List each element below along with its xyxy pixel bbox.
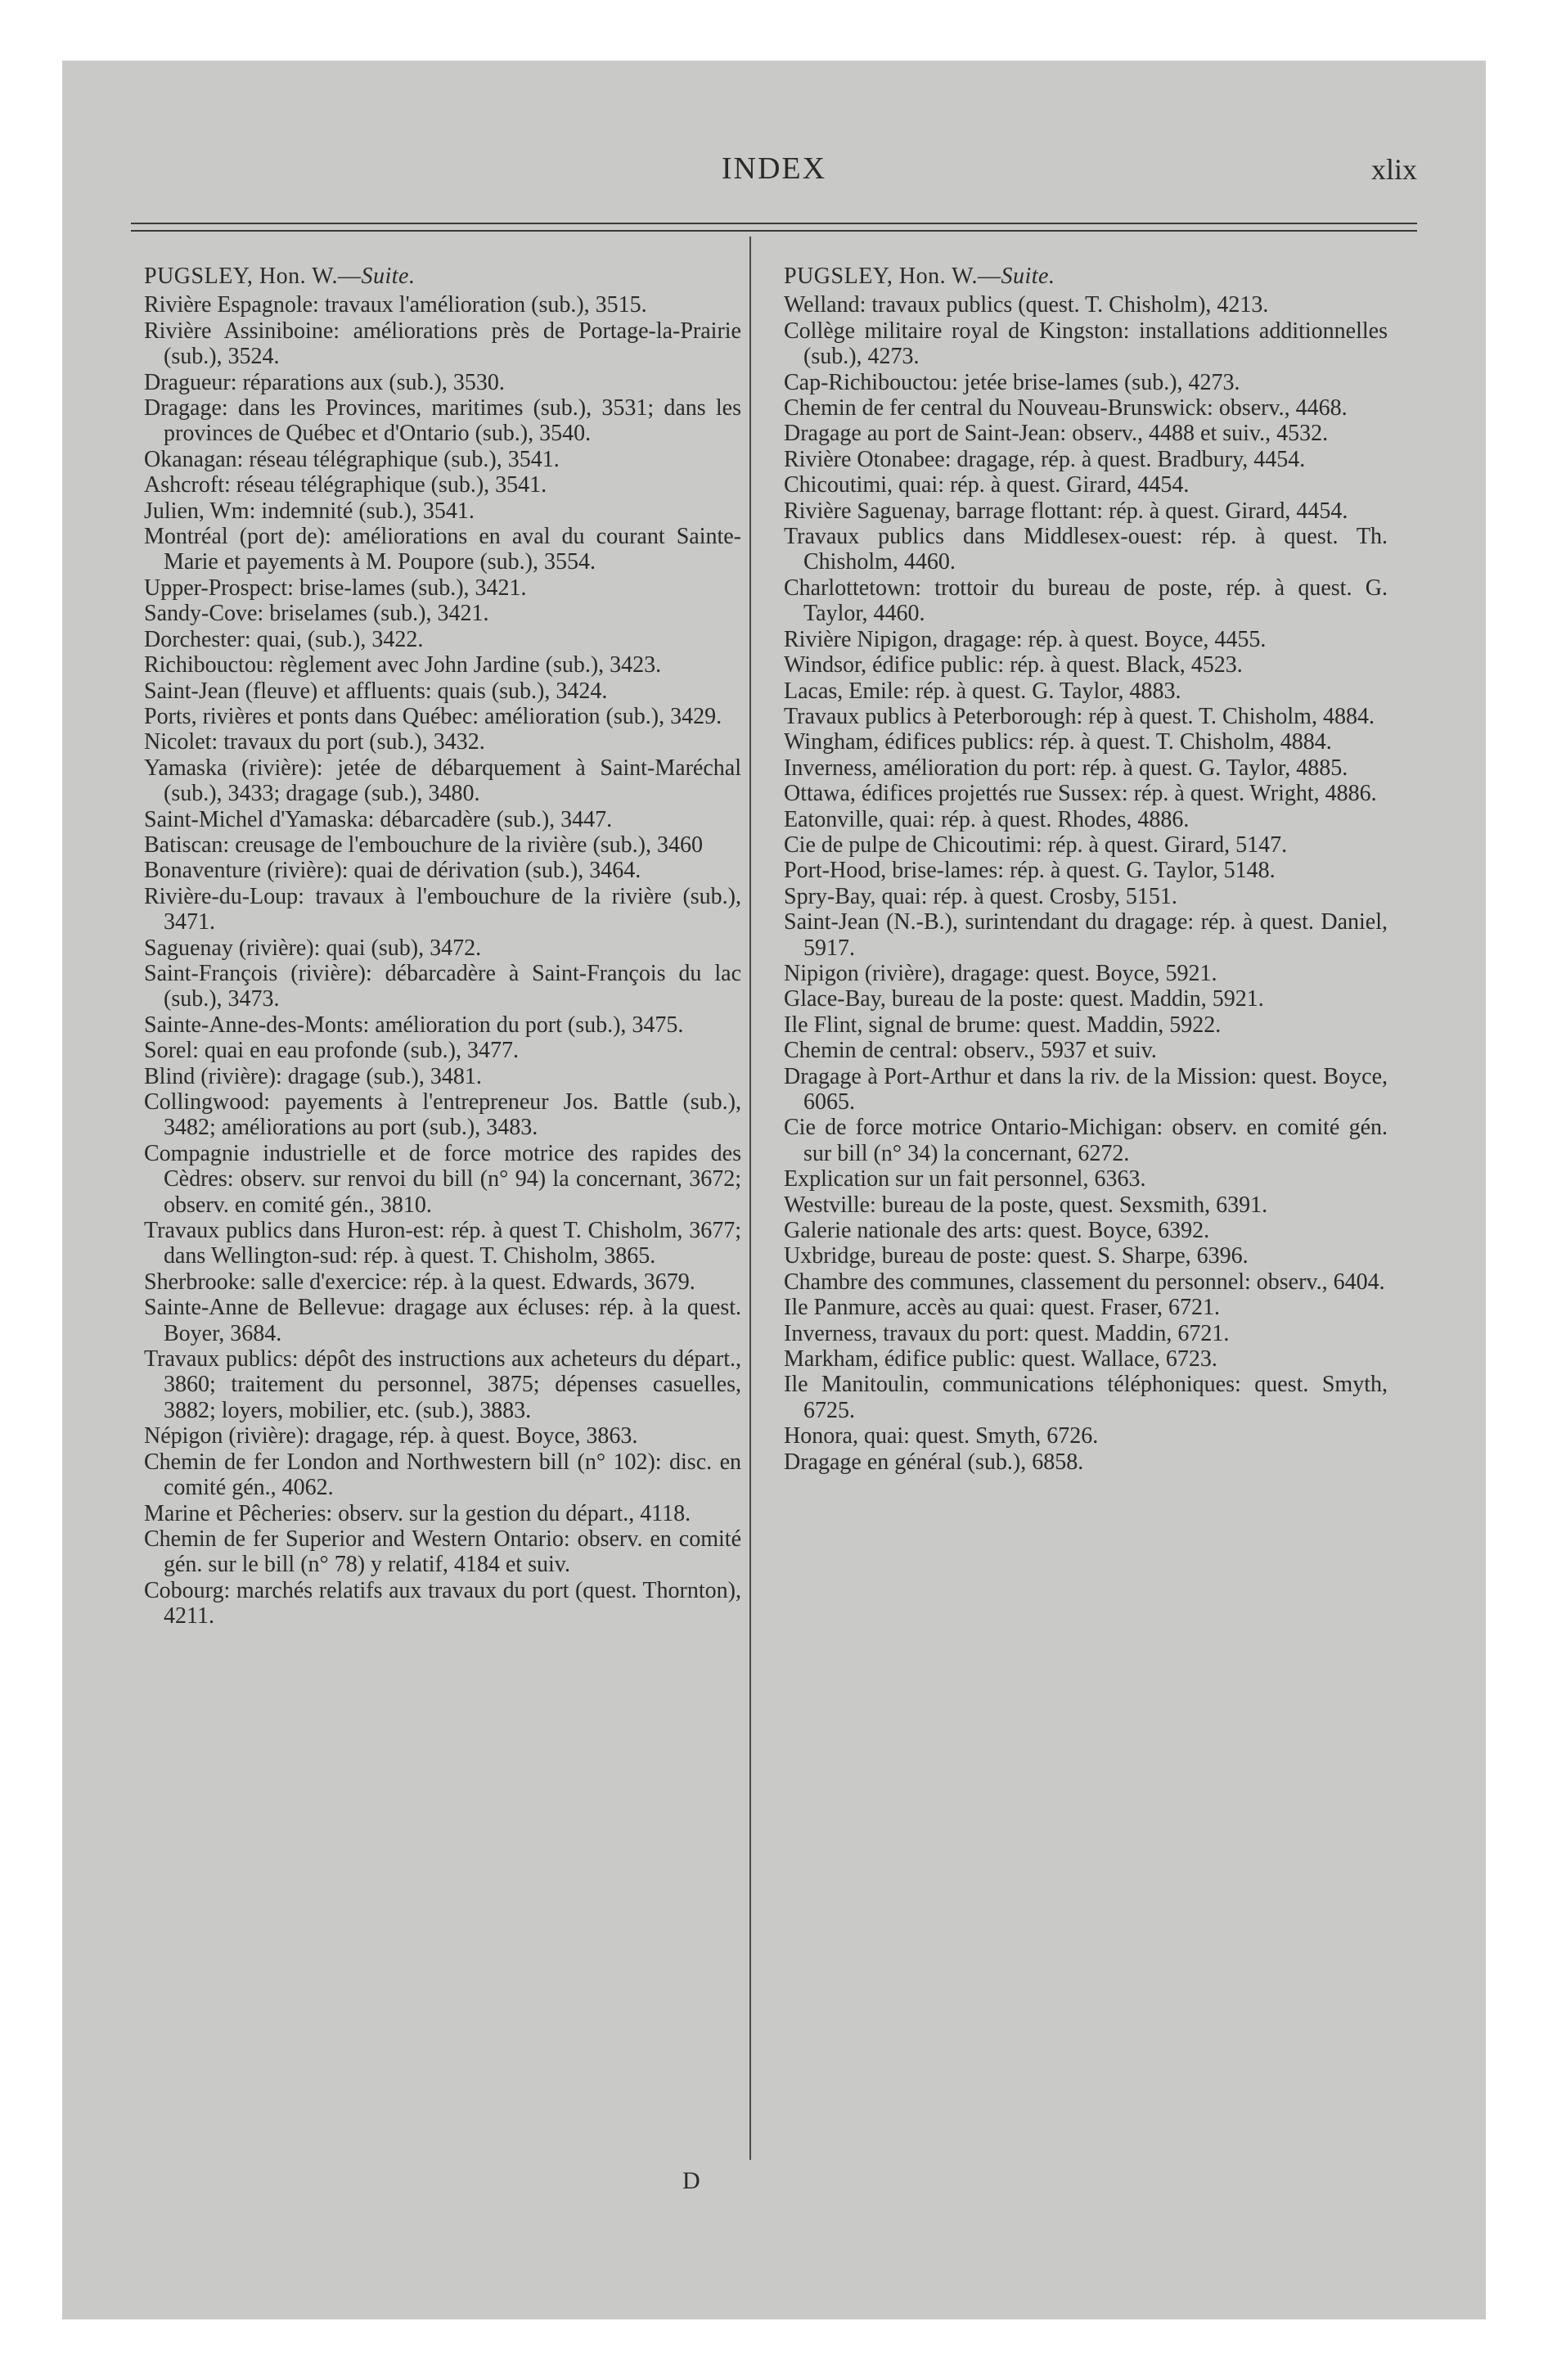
- index-entry: Explication sur un fait personnel, 6363.: [784, 1166, 1146, 1192]
- index-entry: Saint-Michel d'Yamaska: débarcadère (sub.), 3447.: [144, 806, 613, 832]
- index-entry: Cap-Richibouctou: jetée brise-lames (sub.), 4273.: [784, 369, 1240, 395]
- header-rule-top: [131, 223, 1417, 224]
- index-entry: Collège militaire royal de Kingston: installations additionnelles (sub.), 4273.: [784, 318, 1388, 370]
- page-header: [62, 151, 1486, 200]
- index-entry: Dorchester: quai, (sub.), 3422.: [144, 626, 424, 652]
- index-entry: Ottawa, édifices projettés rue Sussex: rép. à quest. Wright, 4886.: [784, 781, 1377, 807]
- index-entry: Travaux publics à Peterborough: rép à quest. T. Chisholm, 4884.: [784, 703, 1375, 729]
- index-entry: Okanagan: réseau télégraphique (sub.), 3541.: [144, 446, 560, 472]
- index-entry: Sainte-Anne de Bellevue: dragage aux écluses: rép. à la quest. Boyer, 3684.: [144, 1295, 741, 1346]
- index-entry: Nipigon (rivière), dragage: quest. Boyce, 5921.: [784, 960, 1217, 986]
- index-entry: Rivière Assiniboine: améliorations près de Portage-la-Prairie (sub.), 3524.: [144, 318, 741, 370]
- index-entry: Travaux publics: dépôt des instructions aux acheteurs du départ., 3860; traitement du personnel, 3875; dépenses casuelles, 3882; loyers, mobilier, etc. (sub.), 3883.: [144, 1346, 741, 1423]
- index-entry: Sainte-Anne-des-Monts: amélioration du port (sub.), 3475.: [144, 1012, 684, 1038]
- index-entry: Chicoutimi, quai: rép. à quest. Girard, 4454.: [784, 472, 1190, 498]
- index-entry: Inverness, travaux du port: quest. Maddin, 6721.: [784, 1320, 1230, 1346]
- index-entry: Ashcroft: réseau télégraphique (sub.), 3541.: [144, 472, 547, 498]
- index-entry: Sherbrooke: salle d'exercice: rép. à la quest. Edwards, 3679.: [144, 1269, 695, 1295]
- index-entry: Port-Hood, brise-lames: rép. à quest. G. Taylor, 5148.: [784, 858, 1276, 884]
- index-entry: Richibouctou: règlement avec John Jardine (sub.), 3423.: [144, 652, 662, 678]
- index-entry: Népigon (rivière): dragage, rép. à quest. Boyce, 3863.: [144, 1423, 638, 1449]
- index-entry: Ile Manitoulin, communications téléphoniques: quest. Smyth, 6725.: [784, 1372, 1388, 1423]
- index-entry: Rivière Espagnole: travaux l'amélioration (sub.), 3515.: [144, 292, 647, 318]
- index-entry: Dragage à Port-Arthur et dans la riv. de la Mission: quest. Boyce, 6065.: [784, 1063, 1388, 1115]
- index-entry: Chemin de central: observ., 5937 et suiv.: [784, 1038, 1157, 1064]
- index-entry: Travaux publics dans Middlesex-ouest: rép. à quest. Th. Chisholm, 4460.: [784, 524, 1388, 575]
- index-entry: Cie de force motrice Ontario-Michigan: observ. en comité gén. sur bill (n° 34) la concernant, 6272.: [784, 1115, 1388, 1166]
- index-entry: Ile Flint, signal de brume: quest. Maddin, 5922.: [784, 1012, 1222, 1038]
- left-column: [144, 264, 741, 1629]
- index-entry: Batiscan: creusage de l'embouchure de la rivière (sub.), 3460: [144, 832, 704, 858]
- index-entry: Cie de pulpe de Chicoutimi: rép. à quest. Girard, 5147.: [784, 832, 1288, 858]
- index-entry: Marine et Pêcheries: observ. sur la gestion du départ., 4118.: [144, 1500, 691, 1526]
- index-entry: Westville: bureau de la poste, quest. Sexsmith, 6391.: [784, 1192, 1268, 1218]
- index-entry: Windsor, édifice public: rép. à quest. Black, 4523.: [784, 652, 1243, 678]
- index-entry: Saint-Jean (fleuve) et affluents: quais (sub.), 3424.: [144, 678, 608, 704]
- column-heading: PUGSLEY, Hon. W.—Suite.: [784, 264, 1055, 289]
- index-entry: Sorel: quai en eau profonde (sub.), 3477.: [144, 1038, 519, 1064]
- index-entry: Honora, quai: quest. Smyth, 6726.: [784, 1423, 1099, 1449]
- index-entry: Rivière-du-Loup: travaux à l'embouchure de la rivière (sub.), 3471.: [144, 883, 741, 935]
- index-entry: Blind (rivière): dragage (sub.), 3481.: [144, 1063, 482, 1089]
- index-entry: Dragueur: réparations aux (sub.), 3530.: [144, 369, 505, 395]
- index-entry: Chambre des communes, classement du personnel: observ., 6404.: [784, 1269, 1385, 1295]
- index-entry: Saint-Jean (N.-B.), surintendant du dragage: rép. à quest. Daniel, 5917.: [784, 909, 1388, 961]
- scanned-page: [62, 61, 1486, 2319]
- index-entry: Ile Panmure, accès au quai: quest. Fraser, 6721.: [784, 1295, 1221, 1321]
- page-title: INDEX: [721, 151, 827, 186]
- column-heading: PUGSLEY, Hon. W.—Suite.: [144, 264, 416, 289]
- index-entry: Rivière Saguenay, barrage flottant: rép. à quest. Girard, 4454.: [784, 498, 1348, 524]
- index-entry: Dragage au port de Saint-Jean: observ., 4488 et suiv., 4532.: [784, 421, 1329, 447]
- index-entry: Saint-François (rivière): débarcadère à Saint-François du lac (sub.), 3473.: [144, 960, 741, 1012]
- index-entry: Bonaventure (rivière): quai de dérivation (sub.), 3464.: [144, 858, 641, 884]
- index-entry: Montréal (port de): améliorations en aval du courant Sainte-Marie et payements à M. Poupore (sub.), 3554.: [144, 524, 741, 575]
- index-entry: Upper-Prospect: brise-lames (sub.), 3421.: [144, 575, 527, 601]
- page-number: xlix: [1370, 153, 1417, 186]
- index-entry: Yamaska (rivière): jetée de débarquement à Saint-Maréchal (sub.), 3433; dragage (sub.), 3480.: [144, 755, 741, 807]
- header-rule-bottom: [131, 230, 1417, 232]
- index-entry: Chemin de fer London and Northwestern bill (n° 102): disc. en comité gén., 4062.: [144, 1449, 741, 1501]
- index-entry: Travaux publics dans Huron-est: rép. à quest T. Chisholm, 3677; dans Wellington-sud: rép. à quest. T. Chisholm, 3865.: [144, 1218, 741, 1269]
- index-entry: Galerie nationale des arts: quest. Boyce, 6392.: [784, 1218, 1210, 1244]
- index-entry: Lacas, Emile: rép. à quest. G. Taylor, 4883.: [784, 678, 1181, 704]
- right-column: [784, 264, 1388, 1475]
- index-entry: Nicolet: travaux du port (sub.), 3432.: [144, 729, 485, 755]
- index-entry: Collingwood: payements à l'entrepreneur Jos. Battle (sub.), 3482; améliorations au port (sub.), 3483.: [144, 1089, 741, 1141]
- index-entry: Compagnie industrielle et de force motrice des rapides des Cèdres: observ. sur renvoi du bill (n° 94) la concernant, 3672; observ. en comité gén., 3810.: [144, 1140, 741, 1218]
- index-entry: Eatonville, quai: rép. à quest. Rhodes, 4886.: [784, 806, 1190, 832]
- index-entry: Cobourg: marchés relatifs aux travaux du port (quest. Thornton), 4211.: [144, 1577, 741, 1629]
- index-entry: Chemin de fer central du Nouveau-Brunswick: observ., 4468.: [784, 395, 1348, 421]
- index-entry: Dragage en général (sub.), 6858.: [784, 1449, 1084, 1475]
- index-entry: Rivière Otonabee: dragage, rép. à quest. Bradbury, 4454.: [784, 446, 1306, 472]
- index-entry: Saguenay (rivière): quai (sub), 3472.: [144, 935, 482, 961]
- index-entry: Inverness, amélioration du port: rép. à quest. G. Taylor, 4885.: [784, 755, 1348, 781]
- index-entry: Chemin de fer Superior and Western Ontario: observ. en comité gén. sur le bill (n° 78) y relatif, 4184 et suiv.: [144, 1526, 741, 1578]
- index-entry: Spry-Bay, quai: rép. à quest. Crosby, 5151.: [784, 883, 1177, 909]
- right-entry-list: [784, 292, 1388, 1475]
- index-entry: Dragage: dans les Provinces, maritimes (sub.), 3531; dans les provinces de Québec et d'Ontario (sub.), 3540.: [144, 395, 741, 447]
- column-divider: [749, 237, 751, 2160]
- index-entry: Markham, édifice public: quest. Wallace, 6723.: [784, 1346, 1217, 1373]
- index-entry: Rivière Nipigon, dragage: rép. à quest. Boyce, 4455.: [784, 626, 1267, 652]
- index-entry: Charlottetown: trottoir du bureau de poste, rép. à quest. G. Taylor, 4460.: [784, 575, 1388, 627]
- index-entry: Welland: travaux publics (quest. T. Chisholm), 4213.: [784, 292, 1269, 318]
- index-entry: Sandy-Cove: briselames (sub.), 3421.: [144, 601, 489, 627]
- left-entry-list: [144, 292, 741, 1629]
- index-entry: Glace-Bay, bureau de la poste: quest. Maddin, 5921.: [784, 986, 1264, 1012]
- signature-mark: D: [682, 2167, 700, 2194]
- index-entry: Ports, rivières et ponts dans Québec: amélioration (sub.), 3429.: [144, 703, 722, 729]
- index-entry: Julien, Wm: indemnité (sub.), 3541.: [144, 498, 475, 524]
- index-entry: Uxbridge, bureau de poste: quest. S. Sharpe, 6396.: [784, 1243, 1249, 1269]
- index-entry: Wingham, édifices publics: rép. à quest. T. Chisholm, 4884.: [784, 729, 1332, 755]
